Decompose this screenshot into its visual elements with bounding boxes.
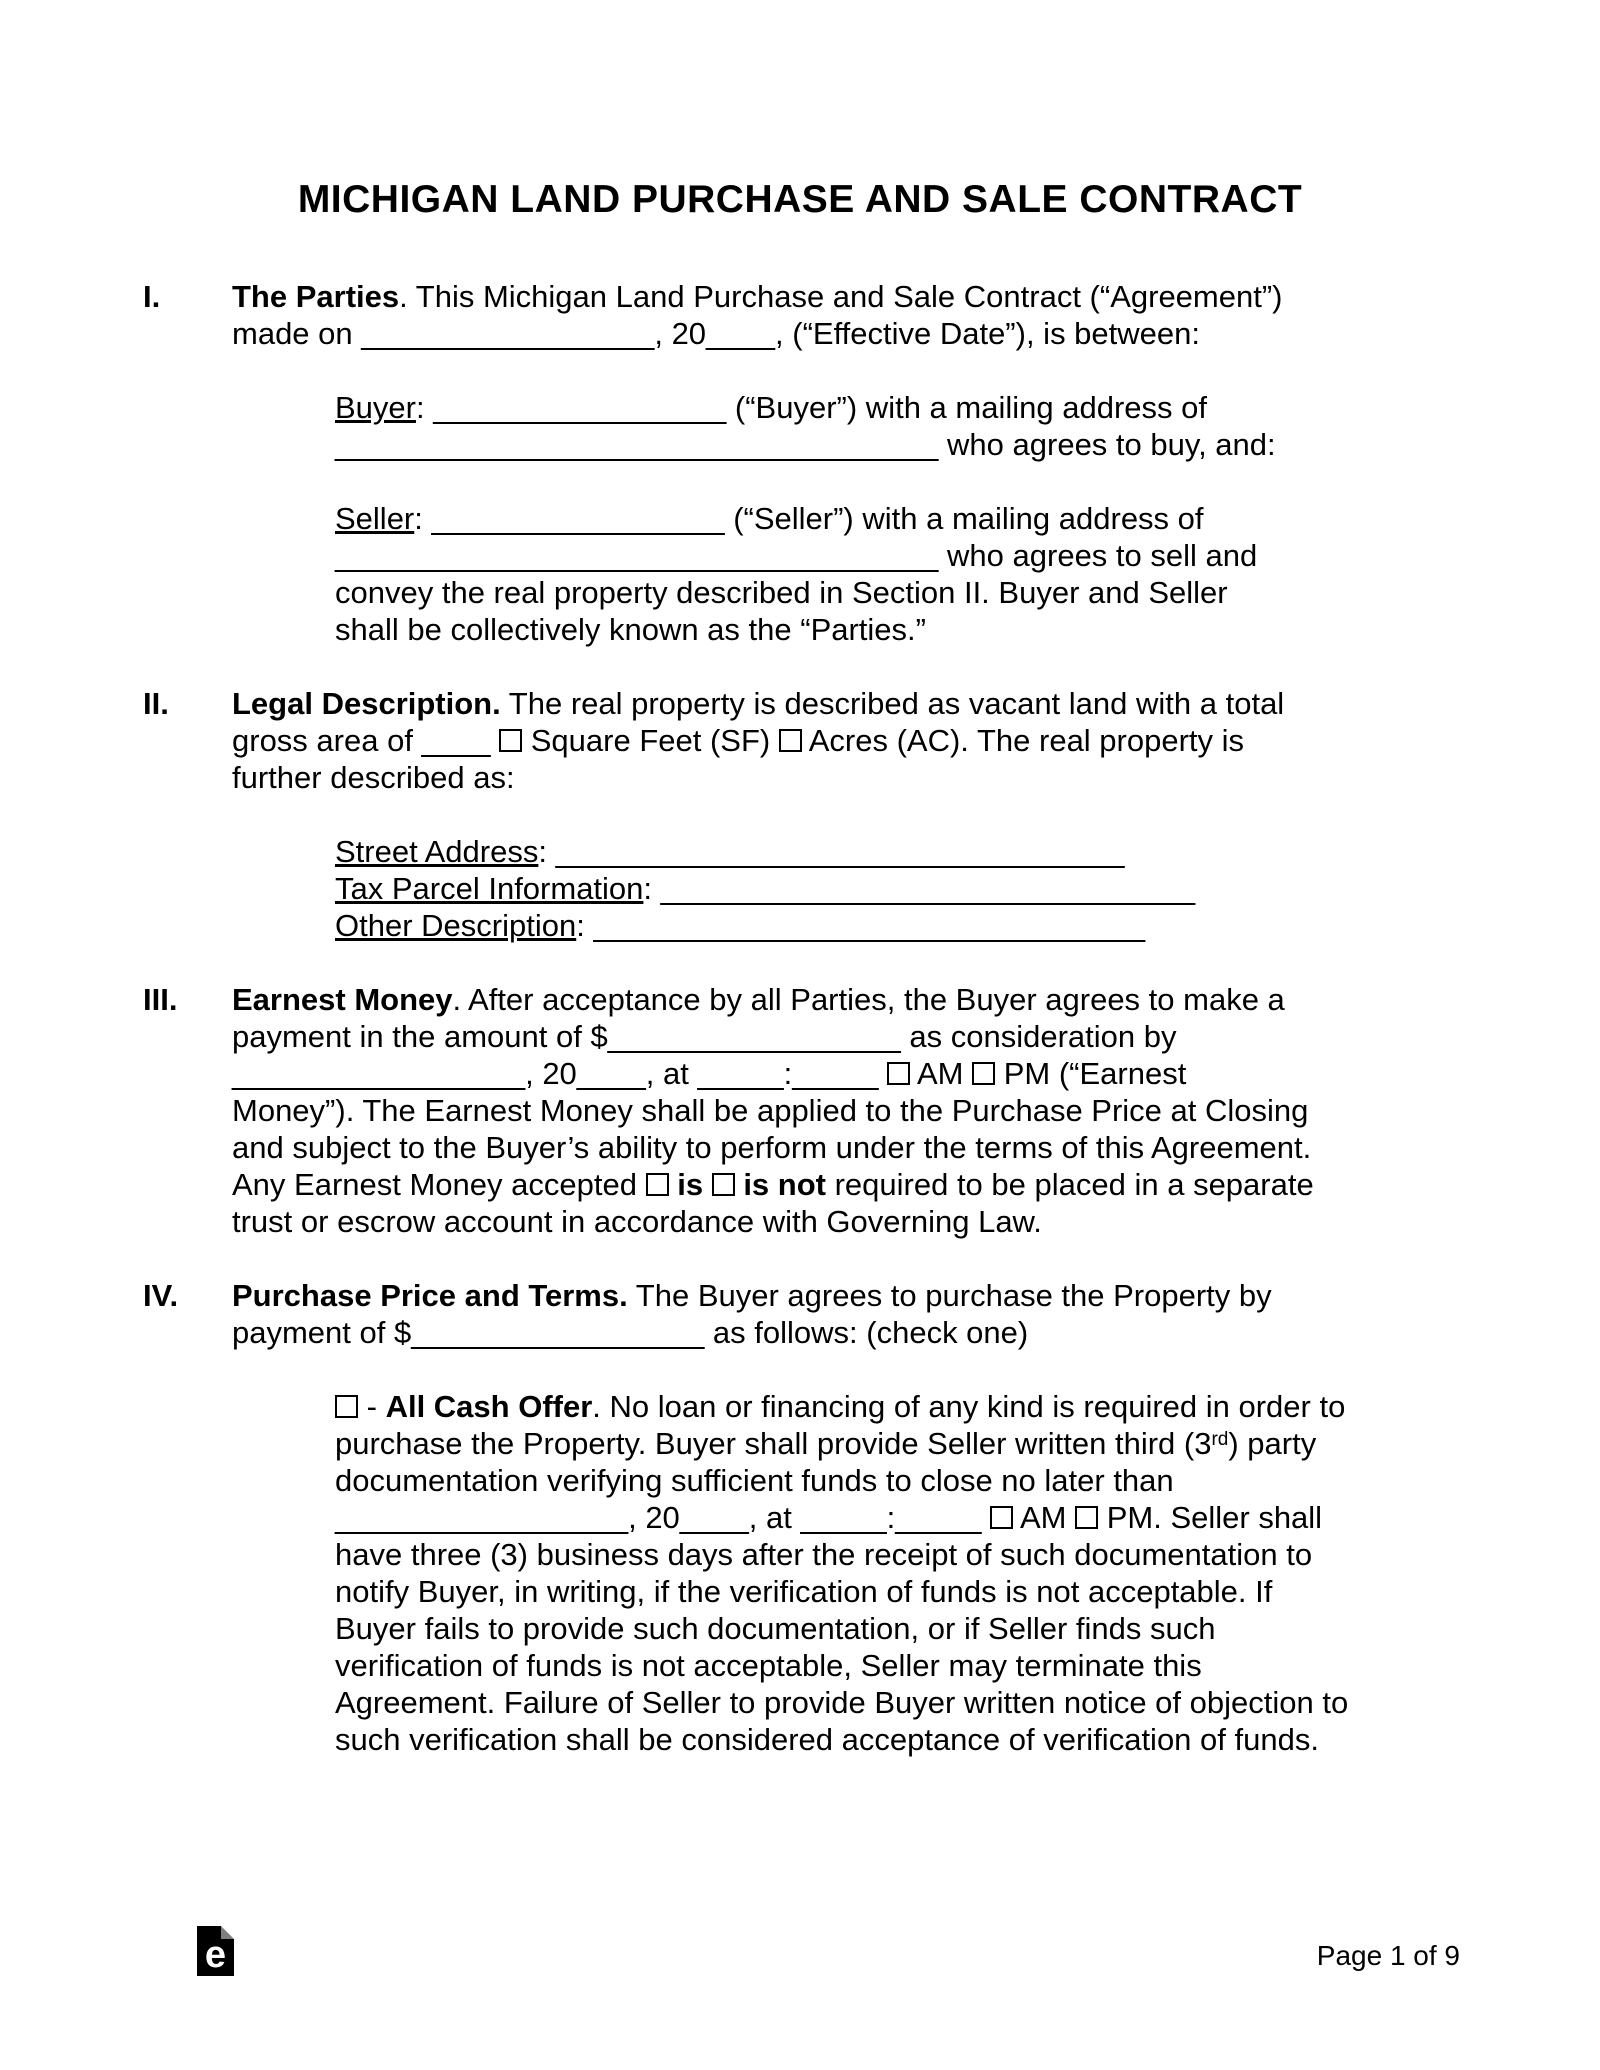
- checkbox-icon: [712, 1173, 735, 1196]
- text-run: have three (3) business days after the receipt of such documentation to: [335, 1537, 1313, 1572]
- text-run: PM (“Earnest: [995, 1056, 1187, 1091]
- section-legal-description: [143, 685, 1543, 981]
- eforms-logo-icon: [197, 1926, 234, 1976]
- text-run: Other Description: [335, 908, 577, 943]
- text-run: The real property is described as vacant land with a total: [500, 686, 1285, 721]
- text-run: convey the real property described in Section II. Buyer and Seller: [335, 575, 1228, 610]
- eforms-logo-letter: e: [204, 1934, 227, 1976]
- text-run: : ________________________________: [576, 908, 1146, 943]
- text-run: Seller: [335, 501, 415, 536]
- text-run: Agreement. Failure of Seller to provide Buyer written notice of objection to: [335, 1685, 1349, 1720]
- checkbox-icon: [1075, 1506, 1098, 1529]
- text-run: ___________________________________ who agrees to buy, and:: [335, 427, 1276, 462]
- text-run: Buyer: [335, 390, 416, 425]
- checkbox-icon: [646, 1173, 669, 1196]
- text-run: payment of $_________________ as follows: (check one): [232, 1315, 1029, 1350]
- section-purchase-price-and-terms: [143, 1277, 1543, 1795]
- paragraph: [232, 685, 1543, 796]
- text-run: _________________, 20____, at _____:_____: [232, 1056, 888, 1091]
- text-run: The Parties: [232, 279, 400, 314]
- checkbox-icon: [499, 729, 522, 752]
- text-run: ___________________________________ who agrees to sell and: [335, 538, 1258, 573]
- text-run: . No loan or financing of any kind is required in order to: [592, 1389, 1346, 1424]
- section-body: [232, 1277, 1543, 1795]
- text-run: Purchase Price and Terms.: [232, 1278, 628, 1313]
- section-earnest-money: [143, 981, 1543, 1277]
- paragraph: [335, 500, 1543, 648]
- text-run: [669, 1167, 678, 1202]
- text-run: Acres (AC). The real property is: [801, 723, 1245, 758]
- text-run: . This Michigan Land Purchase and Sale Contract (“Agreement”): [399, 279, 1283, 314]
- section-numeral: IV.: [143, 1278, 179, 1313]
- document-title: MICHIGAN LAND PURCHASE AND SALE CONTRACT: [297, 178, 1303, 221]
- text-run: Square Feet (SF): [522, 723, 779, 758]
- checkbox-icon: [779, 729, 802, 752]
- page-number: Page 1 of 9: [1316, 1940, 1460, 1971]
- section-numeral: II.: [143, 686, 169, 721]
- sections: [143, 278, 1543, 1795]
- text-run: Buyer fails to provide such documentation, or if Seller finds such: [335, 1611, 1216, 1646]
- text-run: -: [358, 1389, 386, 1424]
- paragraph: [232, 278, 1543, 352]
- text-run: PM. Seller shall: [1098, 1500, 1323, 1535]
- text-run: Any Earnest Money accepted: [232, 1167, 646, 1202]
- text-run: Street Address: [335, 834, 539, 869]
- paragraph: [335, 833, 1543, 944]
- text-run: purchase the Property. Buyer shall provide Seller written third (3: [335, 1426, 1212, 1461]
- text-run: documentation verifying sufficient funds to close no later than: [335, 1463, 1174, 1498]
- text-run: verification of funds is not acceptable, Seller may terminate this: [335, 1648, 1202, 1683]
- text-run: Tax Parcel Information: [335, 871, 644, 906]
- paragraph: [335, 389, 1543, 463]
- text-run: required to be placed in a separate: [825, 1167, 1314, 1202]
- document-body: [143, 278, 1543, 1795]
- section-body: [232, 685, 1543, 981]
- text-run: Earnest Money: [232, 982, 453, 1017]
- text-run: Legal Description.: [232, 686, 501, 721]
- section-the-parties: [143, 278, 1543, 685]
- checkbox-icon: [335, 1395, 358, 1418]
- text-run: _________________, 20____, at _____:_____: [335, 1500, 991, 1535]
- text-run: [703, 1167, 712, 1202]
- paragraph: [232, 1277, 1543, 1351]
- text-run: shall be collectively known as the “Parties.”: [335, 612, 926, 647]
- text-run: : _________________ (“Seller”) with a mailing address of: [414, 501, 1204, 536]
- section-body: [232, 278, 1543, 685]
- section-body: [232, 981, 1543, 1277]
- text-run: ) party: [1228, 1426, 1317, 1461]
- text-run: AM: [1013, 1500, 1076, 1535]
- paragraph: [232, 981, 1543, 1240]
- text-run: : _______________________________: [643, 871, 1196, 906]
- section-numeral: I.: [143, 279, 161, 314]
- text-run: and subject to the Buyer’s ability to perform under the terms of this Agreement.: [232, 1130, 1312, 1165]
- text-run: All Cash Offer: [385, 1389, 593, 1424]
- checkbox-icon: [990, 1506, 1013, 1529]
- text-run: . After acceptance by all Parties, the Buyer agrees to make a: [452, 982, 1285, 1017]
- text-run: made on _________________, 20____, (“Effective Date”), is between:: [232, 316, 1200, 351]
- text-run: is not: [743, 1167, 826, 1202]
- text-run: gross area of ____: [232, 723, 500, 758]
- text-run: such verification shall be considered acceptance of verification of funds.: [335, 1722, 1319, 1757]
- text-run: payment in the amount of $_________________ as consideration by: [232, 1019, 1177, 1054]
- text-run: notify Buyer, in writing, if the verification of funds is not acceptable. If: [335, 1574, 1273, 1609]
- text-run: trust or escrow account in accordance with Governing Law.: [232, 1204, 1042, 1239]
- text-run: Money”). The Earnest Money shall be applied to the Purchase Price at Closing: [232, 1093, 1309, 1128]
- paragraph: [335, 1388, 1543, 1758]
- text-run: is: [677, 1167, 704, 1202]
- text-run: further described as:: [232, 760, 515, 795]
- text-run: rd: [1211, 1429, 1229, 1450]
- text-run: The Buyer agrees to purchase the Property by: [627, 1278, 1272, 1313]
- checkbox-icon: [972, 1062, 995, 1085]
- text-run: : _________________ (“Buyer”) with a mailing address of: [415, 390, 1207, 425]
- checkbox-icon: [887, 1062, 910, 1085]
- section-numeral: III.: [143, 982, 178, 1017]
- text-run: AM: [910, 1056, 973, 1091]
- text-run: : _________________________________: [538, 834, 1125, 869]
